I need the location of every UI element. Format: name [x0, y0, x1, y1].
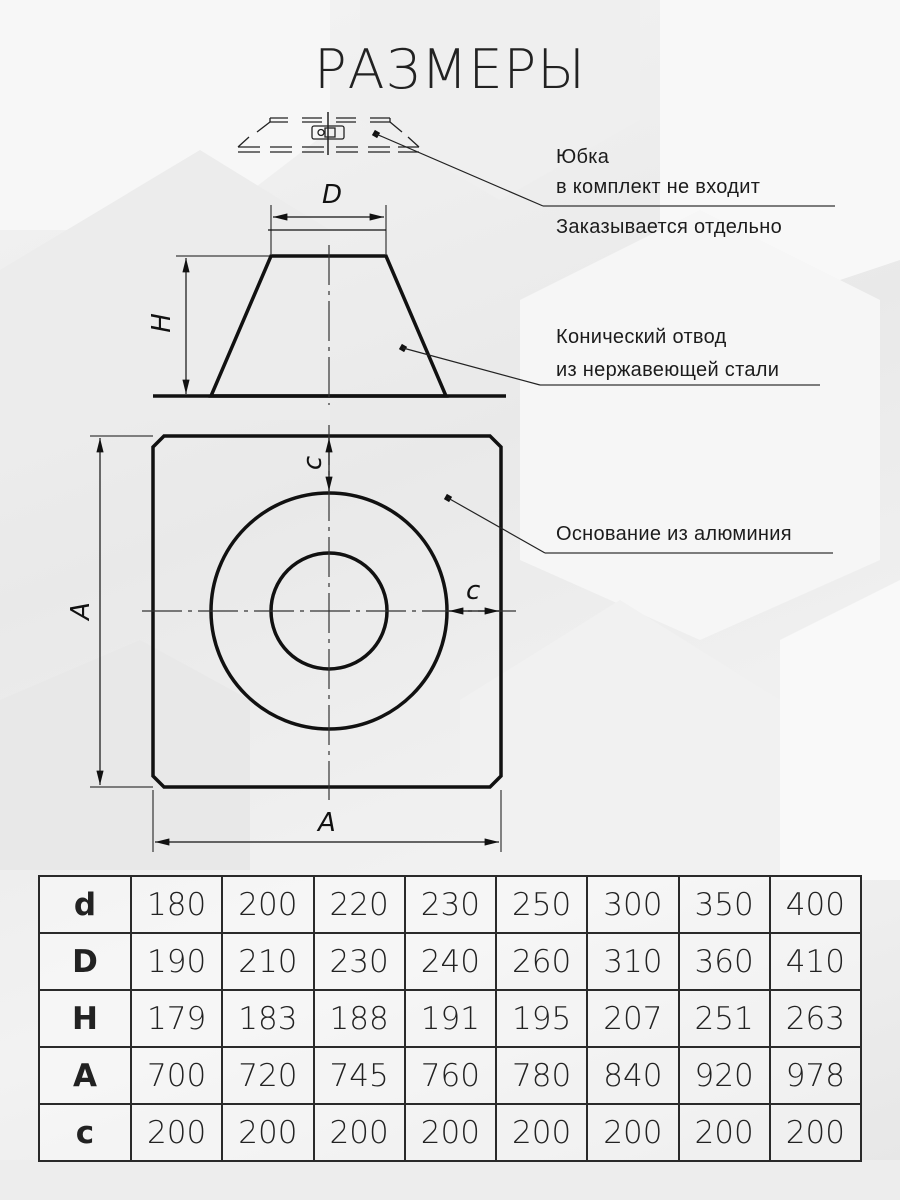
callout-cone-name: Конический отвод [556, 326, 727, 348]
dimension-label-H: H [146, 313, 177, 333]
row-header: H [39, 990, 131, 1047]
table-cell: 251 [679, 990, 770, 1047]
table-cell: 200 [496, 1104, 587, 1161]
table-cell: 179 [131, 990, 222, 1047]
callout-cone-material: из нержавеющей стали [556, 359, 780, 381]
callout-base [556, 519, 792, 549]
table-cell: 200 [587, 1104, 678, 1161]
table-row [39, 933, 861, 990]
table-cell: 190 [131, 933, 222, 990]
row-header: D [39, 933, 131, 990]
table-cell: 840 [587, 1047, 678, 1104]
callout-skirt [556, 142, 782, 242]
table-cell: 200 [222, 876, 313, 933]
table-row [39, 1047, 861, 1104]
table-cell: 720 [222, 1047, 313, 1104]
callout-cone [556, 322, 779, 385]
table-cell: 200 [405, 1104, 496, 1161]
sizes-table [38, 875, 862, 1162]
table-cell: 195 [496, 990, 587, 1047]
table-cell: 210 [222, 933, 313, 990]
table-cell: 920 [679, 1047, 770, 1104]
dimension-label-c-right: c [466, 576, 481, 606]
dimension-label-D: D [322, 180, 343, 210]
table-cell: 780 [496, 1047, 587, 1104]
callout-base-name: Основание из алюминия [556, 523, 792, 545]
callout-skirt-name: Юбка [556, 146, 610, 168]
table-cell: 230 [405, 876, 496, 933]
table-cell: 760 [405, 1047, 496, 1104]
skirt-outline [238, 112, 419, 155]
table-cell: 180 [131, 876, 222, 933]
table-cell: 220 [314, 876, 405, 933]
dimension-label-A-horizontal: A [318, 808, 336, 838]
table-cell: 745 [314, 1047, 405, 1104]
row-header: c [39, 1104, 131, 1161]
callout-skirt-note: в комплект не входит [556, 176, 761, 198]
callout-skirt-order: Заказывается отдельно [556, 216, 783, 238]
table-cell: 200 [131, 1104, 222, 1161]
table-cell: 978 [770, 1047, 861, 1104]
table-cell: 200 [314, 1104, 405, 1161]
table-cell: 700 [131, 1047, 222, 1104]
table-cell: 410 [770, 933, 861, 990]
table-cell: 230 [314, 933, 405, 990]
table-row [39, 1104, 861, 1161]
table-cell: 263 [770, 990, 861, 1047]
dimension-label-A-vertical: A [65, 602, 96, 620]
page-title: РАЗМЕРЫ [314, 38, 586, 101]
row-header: d [39, 876, 131, 933]
dimension-label-c-top: c [298, 455, 329, 471]
table-cell: 200 [222, 1104, 313, 1161]
table-cell: 200 [679, 1104, 770, 1161]
table-cell: 300 [587, 876, 678, 933]
row-header: A [39, 1047, 131, 1104]
table-cell: 240 [405, 933, 496, 990]
table-cell: 207 [587, 990, 678, 1047]
table-row [39, 876, 861, 933]
table-row [39, 990, 861, 1047]
table-cell: 350 [679, 876, 770, 933]
table-cell: 200 [770, 1104, 861, 1161]
table-cell: 183 [222, 990, 313, 1047]
table-cell: 260 [496, 933, 587, 990]
table-cell: 360 [679, 933, 770, 990]
table-cell: 250 [496, 876, 587, 933]
table-cell: 191 [405, 990, 496, 1047]
table-cell: 400 [770, 876, 861, 933]
table-cell: 310 [587, 933, 678, 990]
table-cell: 188 [314, 990, 405, 1047]
